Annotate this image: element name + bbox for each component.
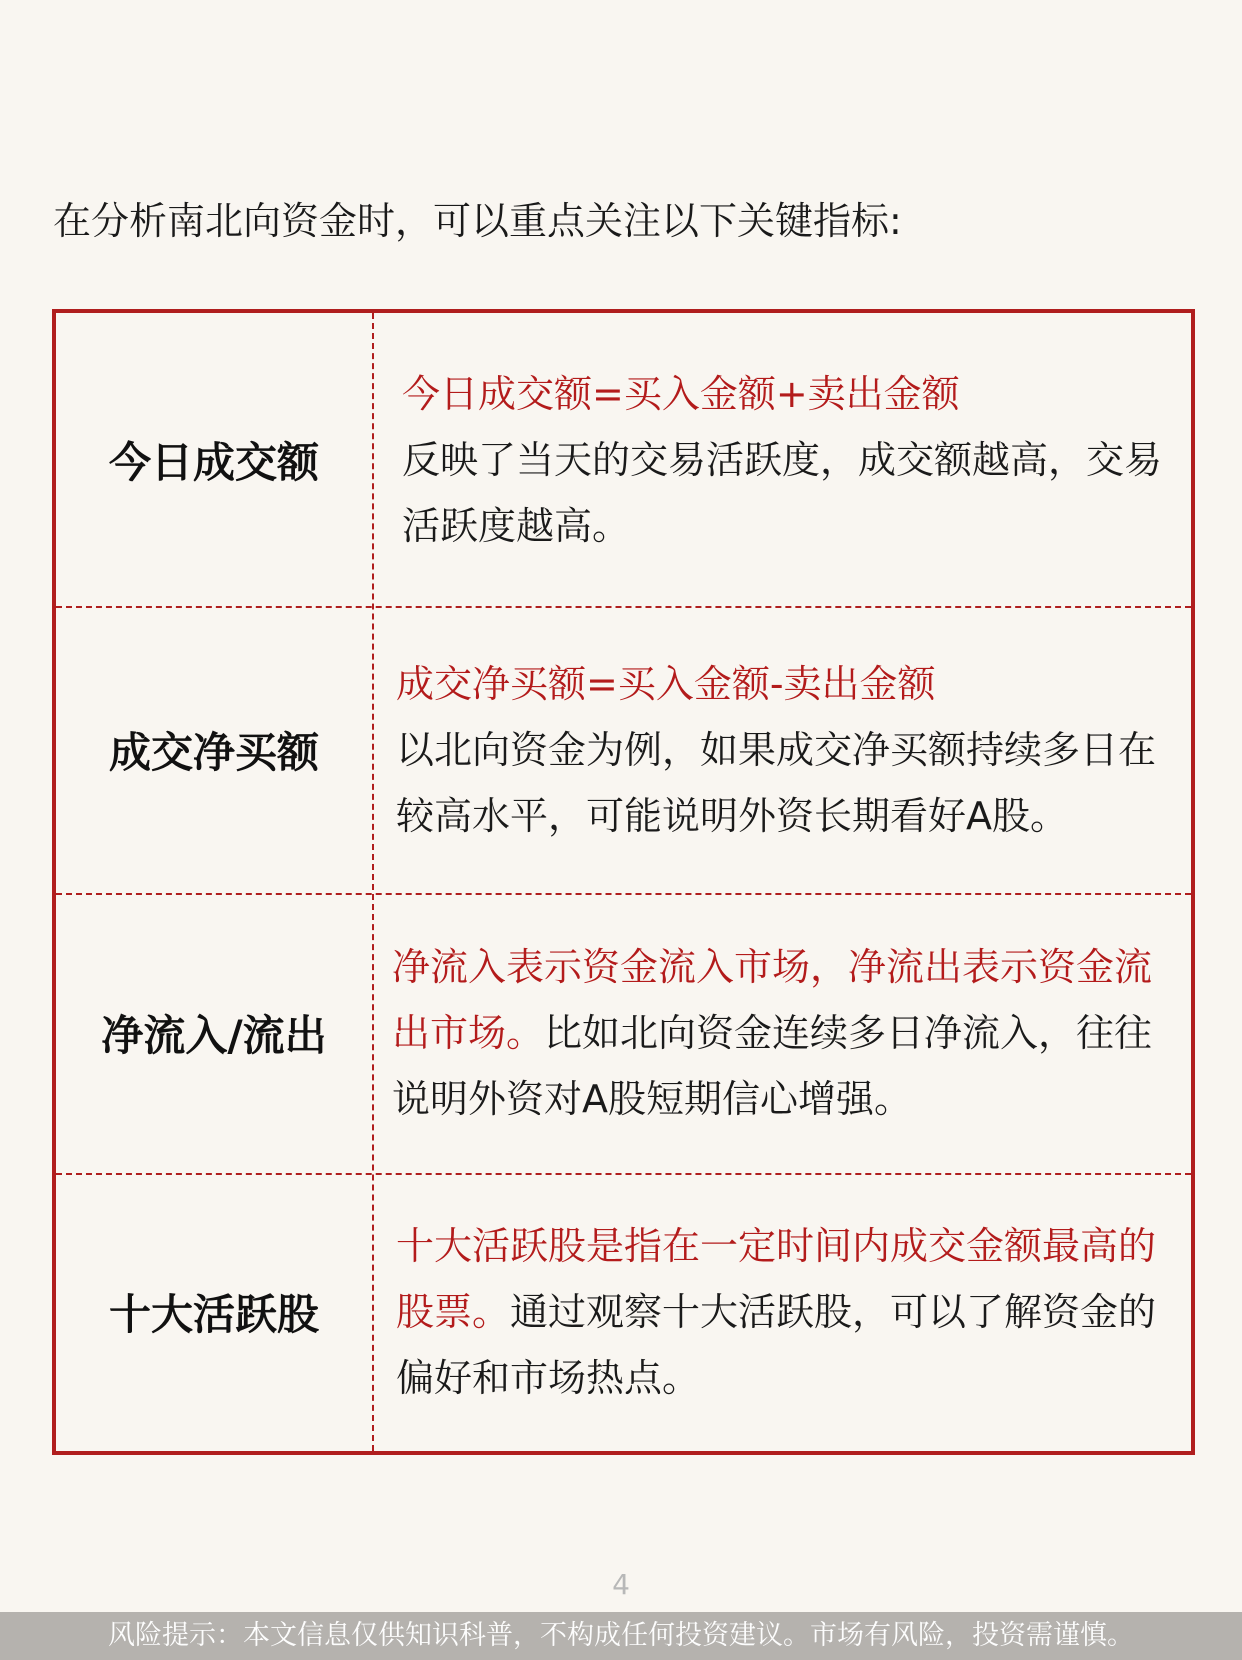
formula-text: 今日成交额=买入金额+卖出金额 <box>402 371 960 416</box>
table-row <box>56 606 1191 893</box>
table-row <box>56 1173 1191 1451</box>
indicator-table <box>52 309 1195 1455</box>
explanation-text: 反映了当天的交易活跃度，成交额越高，交易活跃度越高。 <box>402 437 1163 548</box>
indicator-label: 净流入/流出 <box>101 1011 327 1060</box>
indicator-label: 今日成交额 <box>108 437 319 487</box>
table-row <box>56 893 1191 1173</box>
definition-text: 十大活跃股是指在一定时间内成交金额最高的股票。 <box>396 1224 1157 1334</box>
formula-text: 成交净买额=买入金额-卖出金额 <box>396 661 936 706</box>
explanation-text: 通过观察十大活跃股，可以了解资金的偏好和市场热点。 <box>396 1290 1157 1400</box>
indicator-description <box>392 893 1175 1173</box>
risk-disclaimer: 风险提示：本文信息仅供知识科普，不构成任何投资建议。市场有风险，投资需谨慎。 <box>0 1612 1242 1660</box>
indicator-description <box>396 1173 1175 1451</box>
intro-text: 在分析南北向资金时，可以重点关注以下关键指标: <box>53 199 902 243</box>
table-row <box>56 313 1191 606</box>
indicator-description <box>402 313 1175 606</box>
explanation-text: 以北向资金为例，如果成交净买额持续多日在较高水平，可能说明外资长期看好A股。 <box>396 727 1157 838</box>
explanation-text: 比如北向资金连续多日净流入，往往说明外资对A股短期信心增强。 <box>392 1011 1153 1121</box>
indicator-description <box>396 606 1175 893</box>
page-number: 4 <box>612 1568 630 1601</box>
definition-text: 净流入表示资金流入市场，净流出表示资金流出市场。 <box>392 945 1153 1055</box>
indicator-label: 成交净买额 <box>108 727 319 777</box>
indicator-label: 十大活跃股 <box>108 1290 319 1339</box>
